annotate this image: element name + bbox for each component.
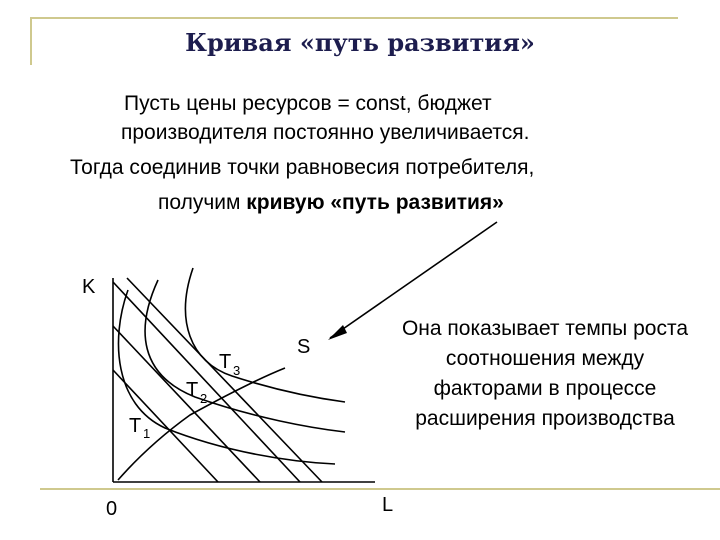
body-line-3: Тогда соединив точки равновесия потребителя,: [70, 156, 535, 179]
body-line-2: производителя постоянно увеличивается.: [121, 121, 530, 144]
isoquant-label-t3: T: [219, 351, 232, 373]
note-text: Она показывает темпы роста соотношения между факторами в процессе расширения производства: [401, 317, 689, 430]
slide-title: Кривая «путь развития»: [185, 28, 535, 57]
pointer-arrow-shaft: [330, 222, 497, 338]
isoquant-label-t1: T: [129, 415, 142, 437]
isoquant-index-2: 2: [200, 391, 208, 406]
curve-label-s: S: [297, 336, 311, 358]
isocost-line-3: [113, 282, 300, 482]
isoquant-label-t2: T: [186, 379, 199, 401]
isoquant-index-1: 1: [143, 426, 151, 441]
isoquant-1: [118, 290, 335, 464]
axis-label-k: K: [82, 276, 96, 298]
body-line-4-prefix: получим: [158, 191, 247, 214]
isoquant-3: [186, 268, 345, 402]
isoquant-index-3: 3: [233, 363, 241, 378]
isocost-line-4: [127, 278, 322, 482]
body-line-1: Пусть цены ресурсов = const, бюджет: [124, 92, 492, 115]
origin-label: 0: [106, 498, 118, 520]
axis-label-l: L: [382, 494, 394, 516]
isoquant-2: [145, 280, 345, 432]
body-line-4-bold: кривую «путь развития»: [246, 191, 504, 214]
